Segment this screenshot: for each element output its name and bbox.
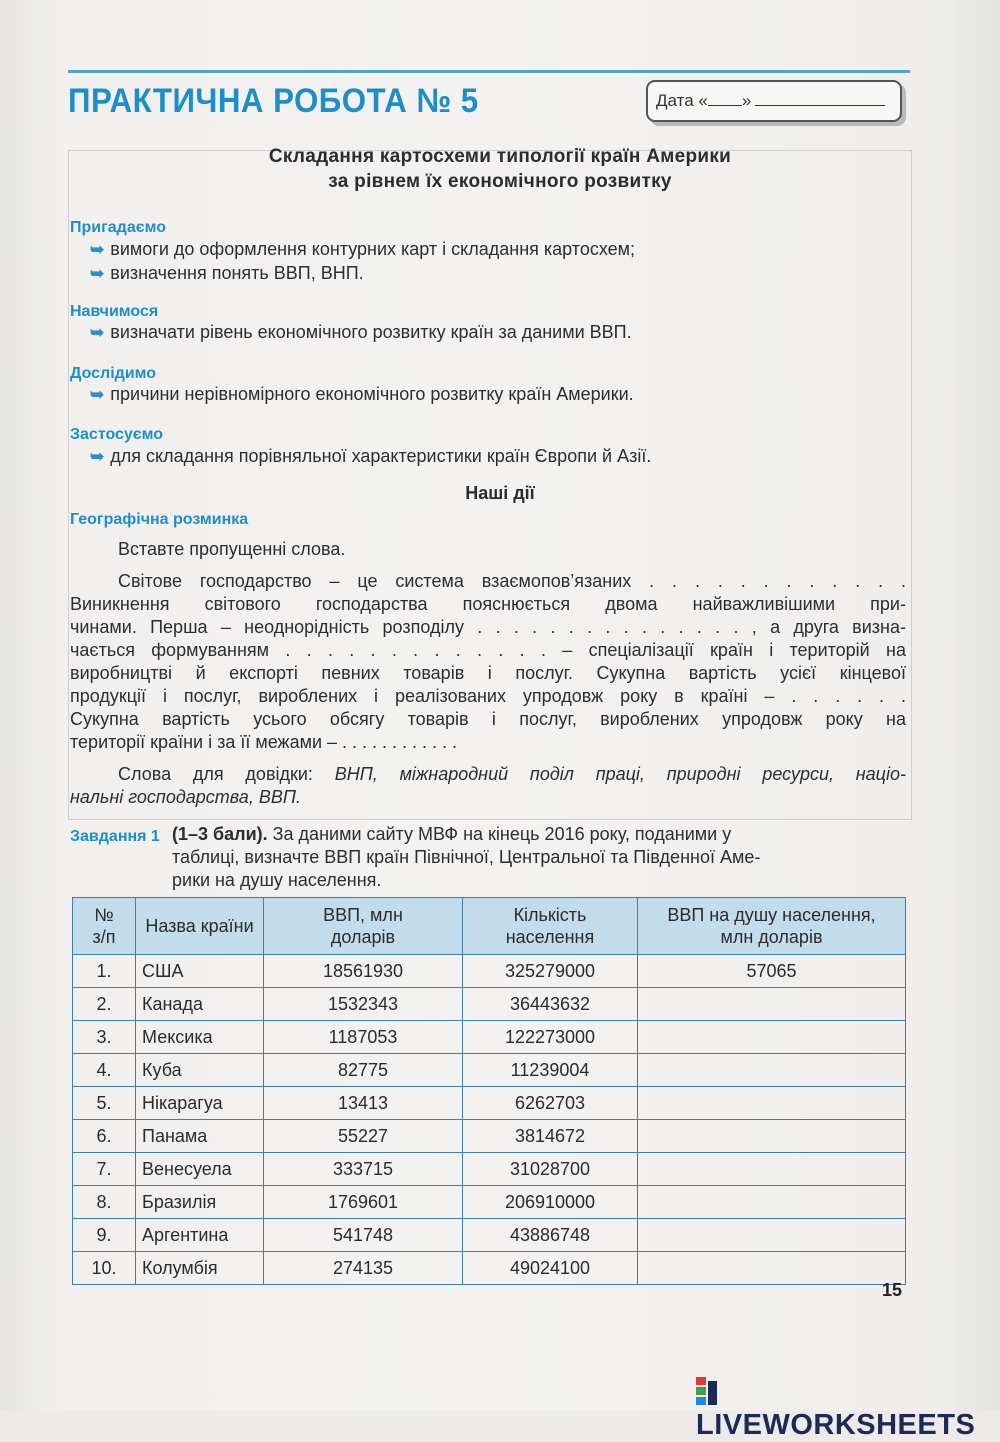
cell-population: 36443632 bbox=[463, 988, 638, 1021]
cell-number: 6. bbox=[73, 1120, 136, 1153]
cell-gdp-per-capita[interactable] bbox=[638, 1054, 906, 1087]
warmup-line: чинами. Перша – неоднорідність розподілу . . . . . . . . . . . . . . . , а друга визна- bbox=[70, 617, 906, 637]
warmup-title: Географічна розминка bbox=[70, 511, 249, 528]
cell-gdp-per-capita[interactable] bbox=[638, 1087, 906, 1120]
warmup-line: чається формуванням . . . . . . . . . . . . . – спеціалізації країн і територій на bbox=[70, 640, 906, 660]
cell-gdp: 82775 bbox=[264, 1054, 463, 1087]
cell-country-name: Канада bbox=[136, 988, 264, 1021]
cell-number: 2. bbox=[73, 988, 136, 1021]
arrow-icon: ➥ bbox=[90, 447, 105, 466]
table-row bbox=[73, 1120, 906, 1153]
task1-line-1: (1–3 бали). За даними сайту МВФ на кінець 2016 року, поданими у bbox=[172, 824, 732, 844]
cell-population: 11239004 bbox=[463, 1054, 638, 1087]
hint-line-1 bbox=[118, 764, 906, 785]
bullet-item: ➥ визначати рівень економічного розвитку країн за даними ВВП. bbox=[90, 322, 632, 342]
liveworksheets-logo bbox=[696, 1376, 1000, 1442]
hint-label: Слова для довідки: bbox=[118, 764, 313, 784]
table-header-row bbox=[73, 898, 906, 955]
section-learn-title: Навчимося bbox=[70, 303, 159, 320]
actions-heading: Наші дії bbox=[465, 483, 535, 503]
warmup-line: продукції і послуг, вироблених і реалізованих упродовж року в країні – . . . . . . bbox=[70, 686, 906, 706]
arrow-icon: ➥ bbox=[90, 240, 105, 259]
cell-population: 122273000 bbox=[463, 1021, 638, 1054]
col-gdp-header: ВВП, млн доларів bbox=[264, 898, 463, 955]
warmup-line: виробництві й експорті певних товарів і послуг. Сукупна вартість усієї кінцевої bbox=[70, 663, 906, 683]
cell-country-name: Колумбія bbox=[136, 1252, 264, 1285]
table-row bbox=[73, 955, 906, 988]
brand-text: LIVEWORKSHEETS bbox=[696, 1409, 976, 1441]
warmup-line: Світове господарство – це система взаємопов’язаних . . . . . . . . . . . . bbox=[118, 571, 906, 591]
cell-gdp-per-capita[interactable] bbox=[638, 1252, 906, 1285]
subtitle-line-2: за рівнем їх економічного розвитку bbox=[328, 171, 672, 192]
cell-number: 9. bbox=[73, 1219, 136, 1252]
cell-gdp: 55227 bbox=[264, 1120, 463, 1153]
table-row bbox=[73, 1219, 906, 1252]
bullet-item: ➥ визначення понять ВВП, ВНП. bbox=[90, 263, 364, 283]
cell-number: 7. bbox=[73, 1153, 136, 1186]
warmup-line: Сукупна вартість усього обсягу товарів і послуг, вироблених упродовж року на bbox=[70, 709, 906, 729]
cell-gdp: 13413 bbox=[264, 1087, 463, 1120]
task1-label: Завдання 1 bbox=[70, 828, 160, 845]
cell-country-name: Панама bbox=[136, 1120, 264, 1153]
cell-country-name: Куба bbox=[136, 1054, 264, 1087]
date-quote: » bbox=[741, 91, 752, 110]
cell-number: 4. bbox=[73, 1054, 136, 1087]
warmup-line: території країни і за її межами – . . . . . . . . . . . . bbox=[70, 732, 458, 752]
bullet-item: ➥ вимоги до оформлення контурних карт і складання картосхем; bbox=[90, 239, 636, 259]
cell-population: 31028700 bbox=[463, 1153, 638, 1186]
cell-country-name: Венесуела bbox=[136, 1153, 264, 1186]
cell-population: 43886748 bbox=[463, 1219, 638, 1252]
page-title: ПРАКТИЧНА РОБОТА № 5 bbox=[68, 82, 479, 120]
cell-gdp: 1769601 bbox=[264, 1186, 463, 1219]
cell-gdp-per-capita[interactable] bbox=[638, 1120, 906, 1153]
section-explore-title: Дослідимо bbox=[70, 365, 157, 382]
cell-country-name: Бразилія bbox=[136, 1186, 264, 1219]
warmup-instruction: Вставте пропущенні слова. bbox=[118, 539, 346, 559]
liveworksheets-icon bbox=[696, 1377, 718, 1405]
cell-gdp-per-capita[interactable] bbox=[638, 1186, 906, 1219]
cell-gdp-per-capita[interactable] bbox=[638, 1219, 906, 1252]
gdp-table bbox=[72, 897, 906, 1285]
page-number: 15 bbox=[882, 1280, 903, 1300]
task1-line-2: таблиці, визначте ВВП країн Північної, Центральної та Південної Аме- bbox=[172, 847, 761, 867]
col-number-header: № з/п bbox=[73, 898, 136, 955]
task1-points: (1–3 бали). bbox=[172, 824, 268, 844]
cell-gdp-per-capita[interactable] bbox=[638, 1021, 906, 1054]
cell-number: 8. bbox=[73, 1186, 136, 1219]
cell-gdp: 333715 bbox=[264, 1153, 463, 1186]
arrow-icon: ➥ bbox=[90, 385, 105, 404]
warmup-line: Виникнення світового господарства пояснюється двома найважливішими при- bbox=[70, 594, 906, 614]
cell-country-name: Аргентина bbox=[136, 1219, 264, 1252]
section-recall-title: Пригадаємо bbox=[70, 219, 166, 236]
cell-population: 206910000 bbox=[463, 1186, 638, 1219]
cell-population: 3814672 bbox=[463, 1120, 638, 1153]
cell-population: 325279000 bbox=[463, 955, 638, 988]
hint-line-2: нальні господарства, ВВП. bbox=[70, 787, 301, 807]
cell-gdp: 274135 bbox=[264, 1252, 463, 1285]
cell-country-name: Нікарагуа bbox=[136, 1087, 264, 1120]
arrow-icon: ➥ bbox=[90, 323, 105, 342]
bullet-item: ➥ для складання порівняльної характеристики країн Європи й Азії. bbox=[90, 446, 652, 466]
bullet-item: ➥ причини нерівномірного економічного розвитку країн Америки. bbox=[90, 384, 634, 404]
cell-gdp: 1187053 bbox=[264, 1021, 463, 1054]
table-row bbox=[73, 1021, 906, 1054]
cell-gdp: 1532343 bbox=[264, 988, 463, 1021]
top-rule bbox=[68, 70, 910, 73]
col-population-header: Кількість населення bbox=[463, 898, 638, 955]
table-row bbox=[73, 1087, 906, 1120]
subtitle-line-1: Складання картосхеми типології країн Америки bbox=[268, 146, 732, 167]
cell-country-name: Мексика bbox=[136, 1021, 264, 1054]
cell-gdp: 541748 bbox=[264, 1219, 463, 1252]
cell-number: 10. bbox=[73, 1252, 136, 1285]
cell-gdp-per-capita[interactable] bbox=[638, 1153, 906, 1186]
table-row bbox=[73, 1054, 906, 1087]
table-row bbox=[73, 1153, 906, 1186]
col-name-header: Назва країни bbox=[136, 898, 264, 955]
section-apply-title: Застосуємо bbox=[70, 426, 164, 443]
table-row bbox=[73, 1186, 906, 1219]
cell-gdp-per-capita[interactable] bbox=[638, 988, 906, 1021]
hint-words: ВНП, міжнародний поділ праці, природні ресурси, націо- bbox=[334, 764, 906, 784]
cell-gdp: 18561930 bbox=[264, 955, 463, 988]
cell-country-name: США bbox=[136, 955, 264, 988]
table-row bbox=[73, 1252, 906, 1285]
date-label: Дата « bbox=[656, 91, 708, 110]
date-field[interactable] bbox=[646, 80, 902, 122]
arrow-icon: ➥ bbox=[90, 264, 105, 283]
table-row bbox=[73, 988, 906, 1021]
cell-number: 1. bbox=[73, 955, 136, 988]
cell-number: 3. bbox=[73, 1021, 136, 1054]
cell-population: 6262703 bbox=[463, 1087, 638, 1120]
cell-gdp-per-capita[interactable]: 57065 bbox=[638, 955, 906, 988]
task1-line-3: рики на душу населення. bbox=[172, 870, 382, 890]
cell-number: 5. bbox=[73, 1087, 136, 1120]
cell-population: 49024100 bbox=[463, 1252, 638, 1285]
col-gdp-per-capita-header: ВВП на душу населення, млн доларів bbox=[638, 898, 906, 955]
